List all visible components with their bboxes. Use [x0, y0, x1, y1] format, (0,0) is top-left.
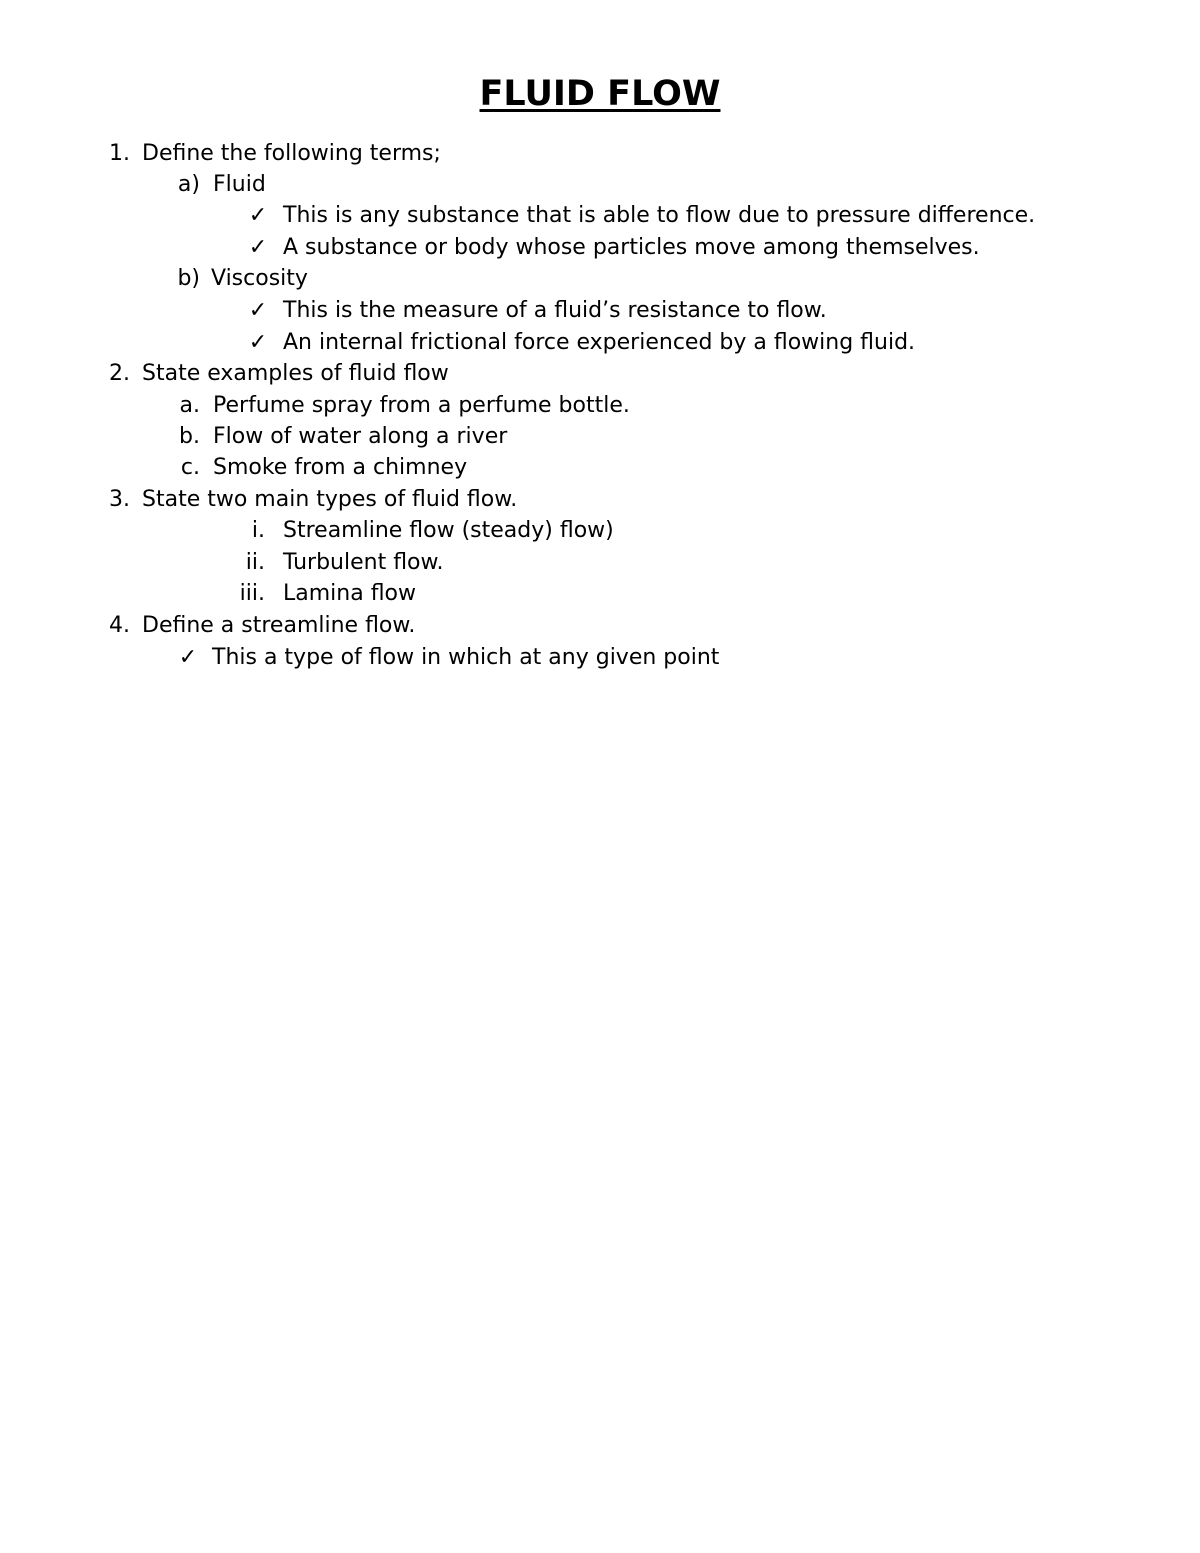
list-item-text: Smoke from a chimney — [213, 455, 468, 480]
list-item-marker: b. — [179, 424, 200, 449]
list-item-marker: a. — [179, 393, 200, 418]
sub-item-label: Fluid — [213, 172, 266, 197]
question-text: Define the following terms; — [142, 141, 441, 166]
question-number: 4. — [109, 613, 130, 638]
list-item-text: Flow of water along a river — [213, 424, 508, 449]
checkmark-icon: ✓ — [178, 645, 198, 670]
checkmark-icon: ✓ — [248, 203, 268, 228]
question-number: 3. — [109, 487, 130, 512]
answer-text: A substance or body whose particles move among themselves. — [283, 235, 980, 260]
question-number: 1. — [109, 141, 130, 166]
list-item-marker: ii. — [245, 550, 265, 575]
list-item-marker: i. — [251, 518, 265, 543]
sub-item-marker: a) — [177, 172, 200, 197]
question-text: State examples of fluid flow — [142, 361, 449, 386]
question-text: State two main types of fluid flow. — [142, 487, 518, 512]
sub-item-marker: b) — [177, 266, 200, 291]
answer-text: An internal frictional force experienced by a flowing fluid. — [283, 330, 916, 355]
question-number: 2. — [109, 361, 130, 386]
sub-item-label: Viscosity — [211, 266, 308, 291]
list-item-marker: c. — [180, 455, 200, 480]
answer-text: This is the measure of a fluid’s resistance to flow. — [283, 298, 827, 323]
question-text: Define a streamline flow. — [142, 613, 416, 638]
list-item-text: Turbulent flow. — [283, 550, 444, 575]
checkmark-icon: ✓ — [248, 235, 268, 260]
checkmark-icon: ✓ — [248, 298, 268, 323]
answer-text: This is any substance that is able to flow due to pressure difference. — [283, 203, 1036, 228]
answer-text: This a type of flow in which at any given point — [212, 645, 720, 670]
list-item-marker: iii. — [239, 581, 265, 606]
document-title: FLUID FLOW — [479, 74, 721, 114]
list-item-text: Perfume spray from a perfume bottle. — [213, 393, 630, 418]
checkmark-icon: ✓ — [248, 330, 268, 355]
list-item-text: Streamline flow (steady) flow) — [283, 518, 614, 543]
list-item-text: Lamina flow — [283, 581, 417, 606]
